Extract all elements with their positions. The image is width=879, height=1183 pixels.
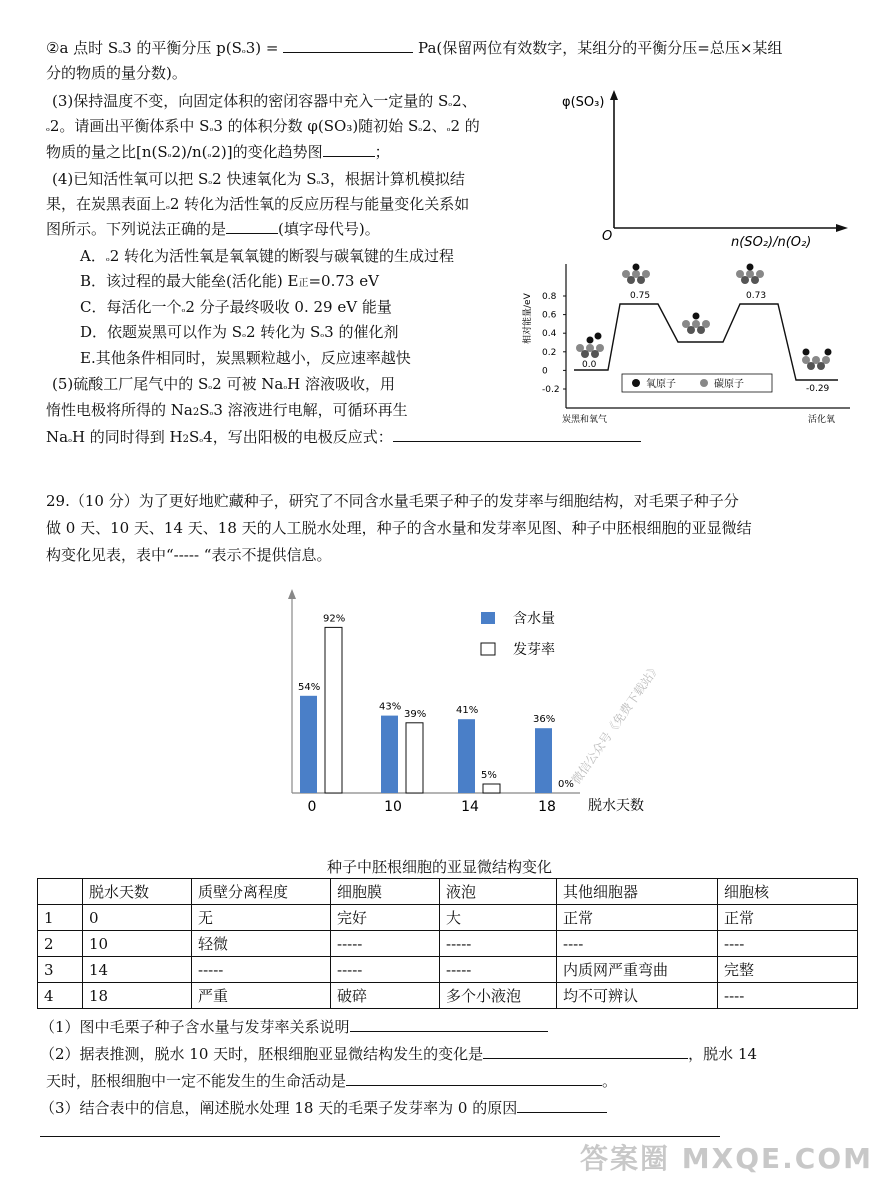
question-2: （2）据表推测，脱水 10 天时，胚根细胞亚显微结构发生的变化是 ，脱水 14 [40, 1042, 757, 1066]
carbon-atom-icon [700, 379, 708, 387]
energy-legend [622, 374, 772, 392]
answer-blank[interactable] [283, 36, 413, 53]
q28-line7: 果，在炭黑表面上ₒ2 转化为活性氧的反应历程与能量变化关系如 [46, 195, 470, 213]
legend-water-swatch [481, 612, 495, 624]
cell: ----- [192, 957, 331, 983]
q28-line5: 物质的量之比[n(Sₒ2)/n(ₒ2)]的变化趋势图 ； [46, 140, 390, 167]
table-row [38, 957, 858, 983]
table-caption: 种子中胚根细胞的亚显微结构变化 [326, 858, 552, 876]
energy-y-tick: 0.4 [542, 329, 557, 340]
header-cell: 液泡 [440, 879, 557, 905]
bar-water-content [300, 696, 317, 793]
molecule-cluster-end [802, 349, 832, 371]
cell: ---- [557, 931, 718, 957]
bar-germination-rate [325, 627, 342, 793]
energy-y-label: 相对能量/eV [523, 293, 533, 344]
legend-germ-swatch [481, 643, 495, 655]
table-row [38, 905, 858, 931]
molecule-cluster-ts1 [622, 264, 650, 285]
legend-water: 含水量 [513, 611, 555, 627]
energy-y-tick: -0.2 [542, 385, 560, 395]
cell: ---- [718, 983, 858, 1009]
left-axis-label: 炭黑和氧气 [562, 415, 608, 425]
legend-carbon: 碳原子 [714, 379, 744, 390]
x-tick-label: 0 [307, 799, 317, 815]
y-axis-label: φ(SO₃) [562, 95, 605, 110]
molecule-cluster-mid [682, 313, 710, 335]
bar-water-content [535, 728, 552, 793]
level-label-ts2: 0.73 [746, 291, 767, 301]
header-cell: 质壁分离程度 [192, 879, 331, 905]
header-cell: 细胞核 [718, 879, 858, 905]
cell: 内质网严重弯曲 [557, 957, 718, 983]
bar-value-label: 0% [558, 779, 574, 790]
cell: 轻微 [192, 931, 331, 957]
x-tick-label: 14 [461, 799, 479, 815]
legend-oxygen: 氧原子 [646, 379, 676, 390]
question-1: （1）图中毛栗子种子含水量与发芽率关系说明 [40, 1015, 548, 1039]
option-d: D．依题炭黑可以作为 Sₒ2 转化为 Sₒ3 的催化剂 [80, 323, 399, 341]
cell: 1 [38, 905, 83, 931]
answer-blank[interactable] [350, 1015, 548, 1032]
header-cell: 脱水天数 [83, 879, 192, 905]
q28-line3: (3)保持温度不变，向固定体积的密闭容器中充入一定量的 Sₒ2、 [52, 92, 477, 110]
page-watermark: 答案圈 MXQE.COM [580, 1142, 873, 1175]
oxygen-atom-icon [632, 379, 640, 387]
bar-chart [270, 585, 670, 820]
cell: 2 [38, 931, 83, 957]
bar-value-label: 41% [456, 705, 479, 717]
cell: 4 [38, 983, 83, 1009]
answer-blank[interactable] [226, 217, 278, 234]
q28-part5-line3: NaₒH 的同时得到 H2Sₒ4，写出阳极的电极反应式： [46, 425, 641, 452]
option-a: A．ₒ2 转化为活性氧是氧氧键的断裂与碳氧键的生成过程 [80, 247, 455, 265]
answer-blank[interactable] [517, 1096, 607, 1113]
x-axis-label: n(SO₂)/n(O₂) [731, 235, 812, 250]
cell: 破碎 [331, 983, 440, 1009]
bar-value-label: 54% [298, 681, 321, 693]
molecule-cluster-ts2 [736, 264, 764, 285]
cell: 严重 [192, 983, 331, 1009]
q28-part5-line2: 惰性电极将所得的 Na2Sₒ3 溶液进行电解，可循环再生 [46, 401, 408, 419]
chart-watermark: 微信公众号《免费下载站》 [568, 660, 664, 787]
molecule-cluster-start [576, 333, 604, 359]
origin-label: O [602, 229, 613, 244]
cell: 正常 [557, 905, 718, 931]
bar-water-content [381, 716, 398, 793]
cell: 14 [83, 957, 192, 983]
answer-blank[interactable] [346, 1069, 602, 1086]
cell: ----- [331, 931, 440, 957]
q29-line1: 29.（10 分）为了更好地贮藏种子，研究了不同含水量毛栗子种子的发芽率与细胞结构，对毛栗子种子分 [46, 492, 739, 510]
table-header-row [38, 879, 858, 905]
level-label-ts1: 0.75 [630, 291, 651, 301]
option-b: B．该过程的最大能垒(活化能) E正=0.73 eV [80, 272, 379, 290]
bar-value-label: 36% [533, 714, 556, 726]
cell: 0 [83, 905, 192, 931]
x-axis-title: 脱水天数 [588, 798, 644, 814]
bar-value-label: 5% [481, 770, 497, 781]
header-cell: 细胞膜 [331, 879, 440, 905]
cell: 多个小液泡 [440, 983, 557, 1009]
cell: 均不可辨认 [557, 983, 718, 1009]
q28-line6: (4)已知活性氧可以把 Sₒ2 快速氧化为 Sₒ3，根据计算机模拟结 [52, 170, 465, 188]
energy-y-tick: 0.6 [542, 310, 557, 321]
cell: ----- [331, 957, 440, 983]
cell: 正常 [718, 905, 858, 931]
header-cell: 其他细胞器 [557, 879, 718, 905]
bar-value-label: 43% [379, 701, 402, 713]
option-c: C．每活化一个ₒ2 分子最终吸收 0. 29 eV 能量 [80, 298, 392, 316]
level-label-start: 0.0 [582, 360, 597, 370]
bar-value-label: 39% [404, 708, 427, 720]
cell: 完整 [718, 957, 858, 983]
q28-line1: ②a 点时 Sₒ3 的平衡分压 p(Sₒ3) = Pa(保留两位有效数字，某组分的平衡分压=总压×某组 [46, 36, 782, 63]
cell: ----- [440, 957, 557, 983]
table-row [38, 931, 858, 957]
energy-profile-diagram [518, 256, 858, 428]
q28-line4: ₒ2。请画出平衡体系中 Sₒ3 的体积分数 φ(SO₃)随初始 Sₒ2、ₒ2 的 [46, 117, 480, 135]
cell: 10 [83, 931, 192, 957]
bar-germination-rate [406, 723, 423, 793]
cell: 18 [83, 983, 192, 1009]
answer-blank[interactable] [483, 1042, 688, 1059]
cell: 大 [440, 905, 557, 931]
option-e: E.其他条件相同时，炭黑颗粒越小，反应速率越快 [80, 349, 411, 367]
energy-y-tick: 0.2 [542, 347, 557, 358]
question-3: （3）结合表中的信息，阐述脱水处理 18 天的毛栗子发芽率为 0 的原因 [40, 1096, 607, 1120]
legend-germ: 发芽率 [513, 642, 555, 658]
cell: 完好 [331, 905, 440, 931]
structure-table [37, 878, 858, 1009]
cell: 无 [192, 905, 331, 931]
q28-line2: 分的物质的量分数)。 [46, 64, 187, 82]
bar-water-content [458, 719, 475, 793]
right-axis-label: 活化氧 [808, 415, 836, 425]
q28-line8: 图所示。下列说法正确的是 (填字母代号)。 [46, 217, 380, 241]
cell: 3 [38, 957, 83, 983]
level-label-end: -0.29 [806, 384, 830, 394]
q29-line3: 构变化见表，表中“----- “表示不提供信息。 [46, 546, 332, 564]
table-row [38, 983, 858, 1009]
cell: ----- [440, 931, 557, 957]
energy-path [574, 304, 838, 380]
sketch-axes-graph [556, 88, 856, 258]
x-tick-label: 18 [538, 799, 556, 815]
bar-germination-rate [483, 784, 500, 793]
energy-y-tick: 0.8 [542, 292, 557, 302]
energy-y-tick: 0 [542, 366, 548, 377]
x-tick-label: 10 [384, 799, 402, 815]
q28-part5-line1: (5)硫酸工厂尾气中的 Sₒ2 可被 NaₒH 溶液吸收，用 [52, 375, 396, 393]
bar-value-label: 92% [323, 613, 346, 625]
cell: ---- [718, 931, 858, 957]
answer-blank[interactable] [323, 140, 375, 157]
q29-line2: 做 0 天、10 天、14 天、18 天的人工脱水处理，种子的含水量和发芽率见图、种子中胚根细胞的亚显微结 [46, 519, 752, 537]
header-cell [38, 879, 83, 905]
question-2-cont: 天时，胚根细胞中一定不能发生的生命活动是 。 [46, 1069, 617, 1093]
